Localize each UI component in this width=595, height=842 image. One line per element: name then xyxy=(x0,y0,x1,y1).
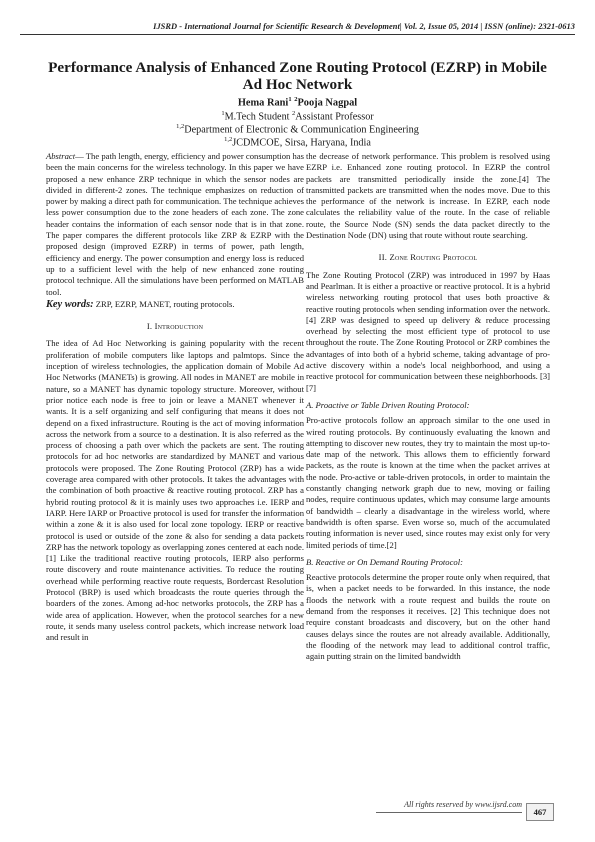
abstract xyxy=(46,151,304,298)
author-1-sup: 1 xyxy=(288,96,292,103)
aff-dept: Department of Electronic & Communication Engineering xyxy=(184,124,419,136)
aff-role-sup-1: 1 xyxy=(221,110,225,117)
reactive-paragraph: Reactive protocols determine the proper route only when required, that is, when a packet needs to be forwarded. In this instance, the node floods the network with a route request and builds the route on demand from the responses it receives. [2] This technique does not require constant broadcasts and discovery, but on the other hand causes delays since the routes are not already available. Additionally, the flooding of the network may lead to additional control traffic, again putting strain on the limited bandwidth xyxy=(306,572,550,662)
right-column xyxy=(306,151,550,662)
subsection-heading-reactive: B. Reactive or On Demand Routing Protocol: xyxy=(306,556,463,567)
keywords-text: ZRP, EZRP, MANET, routing protocols. xyxy=(93,298,235,309)
page-number: 467 xyxy=(526,803,554,821)
author-line xyxy=(40,96,555,108)
affiliation-roles xyxy=(40,110,555,122)
author-2-sup: 2 xyxy=(294,96,298,103)
keywords xyxy=(46,299,304,310)
aff-dept-sup: 1,2 xyxy=(176,123,185,130)
aff-role-1: M.Tech Student xyxy=(224,111,293,123)
paper-title: Performance Analysis of Enhanced Zone Routing Protocol (EZRP) in Mobile Ad Hoc Network xyxy=(48,59,547,93)
left-column xyxy=(46,151,304,643)
aff-inst: JCDMCOE, Sirsa, Haryana, India xyxy=(232,137,371,149)
header-rule xyxy=(20,34,575,35)
running-header: IJSRD - International Journal for Scientific Research & Development| Vol. 2, Issue 05, 2014 | ISSN (online): 2321-0613 xyxy=(153,22,575,31)
section-heading-zrp: II. Zone Routing Protocol xyxy=(378,252,478,263)
aff-role-2: Assistant Professor xyxy=(295,111,374,123)
introduction-continued: the decrease of network performance. This problem is resolved using EZRP i.e. Enhanced zone routing protocol. In EZRP the control packets are transmitted periodically inside the zone.[4] The transmitted packets are transmitted when the nodes move. Due to this the performance of the network is increase. In EZRP, each node calculates the reliability value of the route. In the case of reliable route, the Source Node (SN) sends the data packet directly to the Destination Node (DN) using that route without route searching. xyxy=(306,151,550,241)
introduction-paragraph: The idea of Ad Hoc Networking is gaining popularity with the recent proliferation of mobile computers like laptops and palmtops. Since the inception of wireless technologies, the application domain of Mobile Ad Hoc Networks (MANETs) is growing. All nodes in MANET are mobile in nature, so a MANET has dynamic topology structure. Moreover, without prior notice each node is free to join or leave a MANET whenever it wants. It is a self organizing and self configuring that means it does not depend on a fixed infrastructure. Routing is the act of moving information across the network from a source to a destination. It is also referred as the process of choosing a path over which the packets are sent. The routing protocols for ad hoc networks are standardized by MANET and various protocols were proposed. The Zone Routing Protocol (ZRP) has a wide coverage area compared with other protocols. It takes the advantages with the combination of both proactive & reactive routing protocol. ZRP has a hybrid routing protocol & it is mainly uses two approaches i.e. IERP and IARP. Here IARP or Proactive protocol is used for transfer the information within a zone & it is also used for local zone topology. IERP or reactive protocol is used or outside of the zone & also for sending a data packets ZRP has the network topology as overlapping zones centered at each node.[1] Like the traditional reactive routing protocols, IERP also performs route discovery and route maintenance activities. To reduce the routing overhead while performing reactive route requests, Bordercast Resolution Protocol (BRP) is used which broadcasts the route queries through the boarders of the zones. Among ad-hoc networks protocols, the ZRP has a wide area of application. However, when the protocol searches for a new route, it sends many useless control packets, which increase network load and result in xyxy=(46,338,304,643)
abstract-label: Abstract xyxy=(46,151,76,161)
section-heading-introduction: I. Introduction xyxy=(146,321,204,332)
footer-rule xyxy=(376,812,522,813)
affiliation-institution xyxy=(40,136,555,148)
keywords-label: Key words: xyxy=(46,298,94,310)
aff-role-sup-2: 2 xyxy=(292,110,296,117)
affiliation-department xyxy=(40,123,555,135)
subsection-heading-proactive: A. Proactive or Table Driven Routing Protocol: xyxy=(306,399,470,410)
aff-inst-sup: 1,2 xyxy=(224,136,233,143)
zrp-paragraph: The Zone Routing Protocol (ZRP) was introduced in 1997 by Haas and Pearlman. It is either a proactive or reactive protocol. It is a hybrid wireless networking routing protocol that uses both proactive & reactive routing protocols when sending information over the network. [4] ZRP was designed to speed up delivery & reduce processing overhead by selecting the most efficient type of protocol to use throughout the route. The Zone Routing Protocol or ZRP combines the advantages of into both of a hybrid scheme, taking advantage of pro-active discovery within a node's local neighborhood, and using a reactive protocol for communication between these neighborhoods. [3] [7] xyxy=(306,269,550,393)
author-1-name: Hema Rani xyxy=(237,97,289,109)
abstract-text: — The path length, energy, efficiency and power consumption has been the main concerns for the wireless technology. In this paper we have proposed a new enhance ZRP technique in which the sensor nodes are divided in different-2 zones. The technique emphasizes on reduction of power by making a direct path for communication. The technique achieves less power consumption due to the zone headers of each zone. The zone header contains the information of each sensor node that is in that zone. The paper compares the different protocols like ZRP & EZRP with the proposed design (improved EZRP) in terms of power, path length, efficiency and energy. The power consumption and energy loss is reduced up to a sufficient level with the help of new enhanced zone routing protocol technique. All the simulations have been performed on MATLAB tool. xyxy=(46,151,304,297)
proactive-paragraph: Pro-active protocols follow an approach similar to the one used in wired routing protocols. By continuously evaluating the known and attempting to discover new routes, they try to maintain the most up-to-date map of the network. This allows them to efficiently forward packets, as the route is known at the time when the packet arrives at the node. Pro-active or table-driven protocols, in order to maintain the constantly changing network graph due to new, moving or failing nodes, require continuous updates, which may consume large amounts of bandwidth – clearly a disadvantage in the wireless world, where bandwidth is often sparse. Even worse so, much of the accumulated routing information is never used, since routes may exist only for very limited periods of time.[2] xyxy=(306,415,550,550)
author-2-name: Pooja Nagpal xyxy=(297,97,358,109)
footer-rights: All rights reserved by www.ijsrd.com xyxy=(404,800,522,809)
